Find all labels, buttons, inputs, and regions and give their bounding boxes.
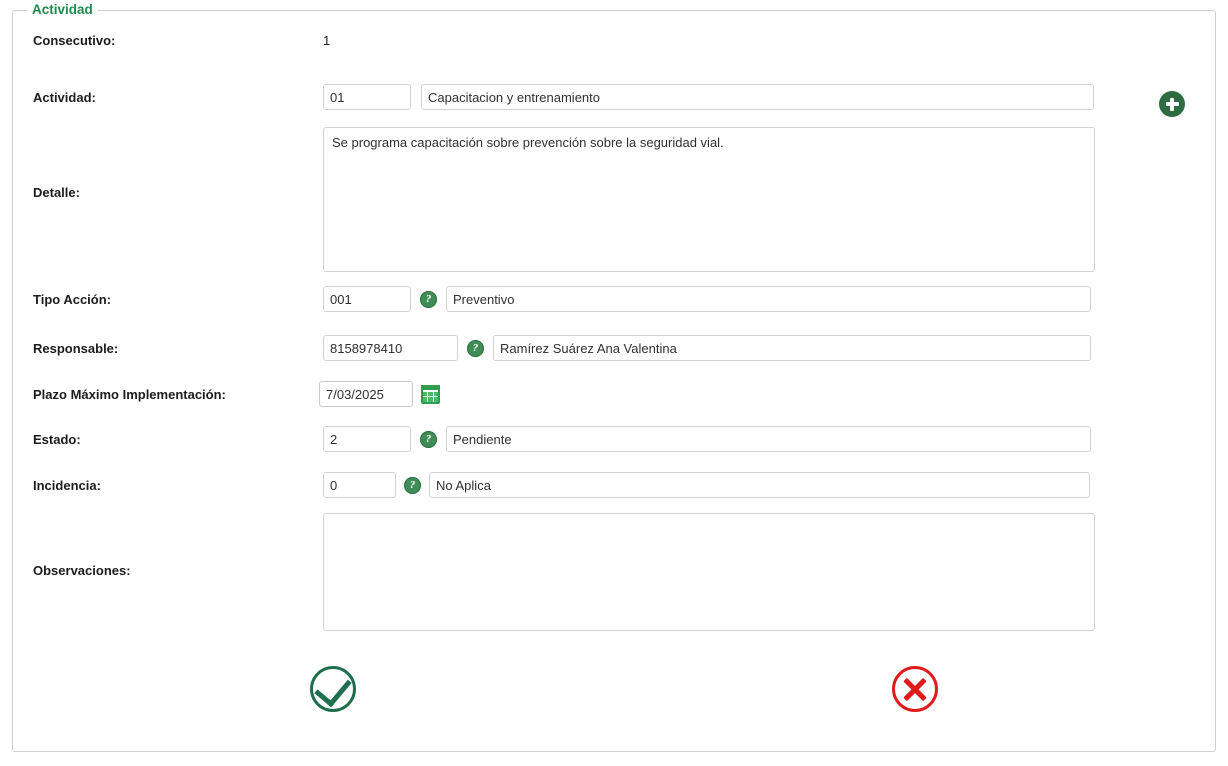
actividad-description-input[interactable] [421,84,1094,110]
tipo-accion-description-input[interactable] [446,286,1091,312]
actividad-label: Actividad: [33,89,96,105]
add-activity-button[interactable] [1159,91,1185,117]
plazo-label: Plazo Máximo Implementación: [33,386,226,402]
tipo-accion-label: Tipo Acción: [33,291,111,307]
detalle-textarea[interactable] [323,127,1095,272]
row-responsable [33,335,1215,361]
estado-label: Estado: [33,431,81,447]
observaciones-label: Observaciones: [33,563,131,578]
consecutivo-value: 1 [323,33,331,48]
row-tipo-accion [33,286,1215,312]
observaciones-textarea[interactable] [323,513,1095,631]
activity-group [12,2,1216,752]
estado-code-input[interactable] [323,426,411,452]
plazo-date-input[interactable] [319,381,413,407]
help-circle-icon[interactable]: ? [404,477,421,494]
responsable-code-input[interactable] [323,335,458,361]
help-circle-icon[interactable]: ? [420,291,437,308]
help-circle-icon[interactable]: ? [467,340,484,357]
estado-description-input[interactable] [446,426,1091,452]
incidencia-label: Incidencia: [33,477,101,493]
row-detalle [33,127,1215,272]
activity-form [13,11,1215,751]
check-icon [314,669,351,708]
incidencia-code-input[interactable] [323,472,396,498]
tipo-accion-code-input[interactable] [323,286,411,312]
row-consecutivo [33,33,1215,48]
row-estado [33,426,1215,452]
detalle-label: Detalle: [33,185,80,200]
incidencia-description-input[interactable] [429,472,1090,498]
accept-button[interactable] [310,666,356,712]
calendar-icon[interactable] [421,385,440,404]
responsable-label: Responsable: [33,340,119,356]
row-plazo [33,381,1215,407]
row-observaciones [33,513,1215,631]
responsable-description-input[interactable] [493,335,1091,361]
row-actividad [33,84,1215,110]
activity-group-legend: Actividad [27,2,98,17]
help-circle-icon[interactable]: ? [420,431,437,448]
row-incidencia [33,472,1215,498]
actividad-code-input[interactable] [323,84,411,110]
consecutivo-label: Consecutivo: [33,33,116,48]
cancel-button[interactable] [892,666,938,712]
